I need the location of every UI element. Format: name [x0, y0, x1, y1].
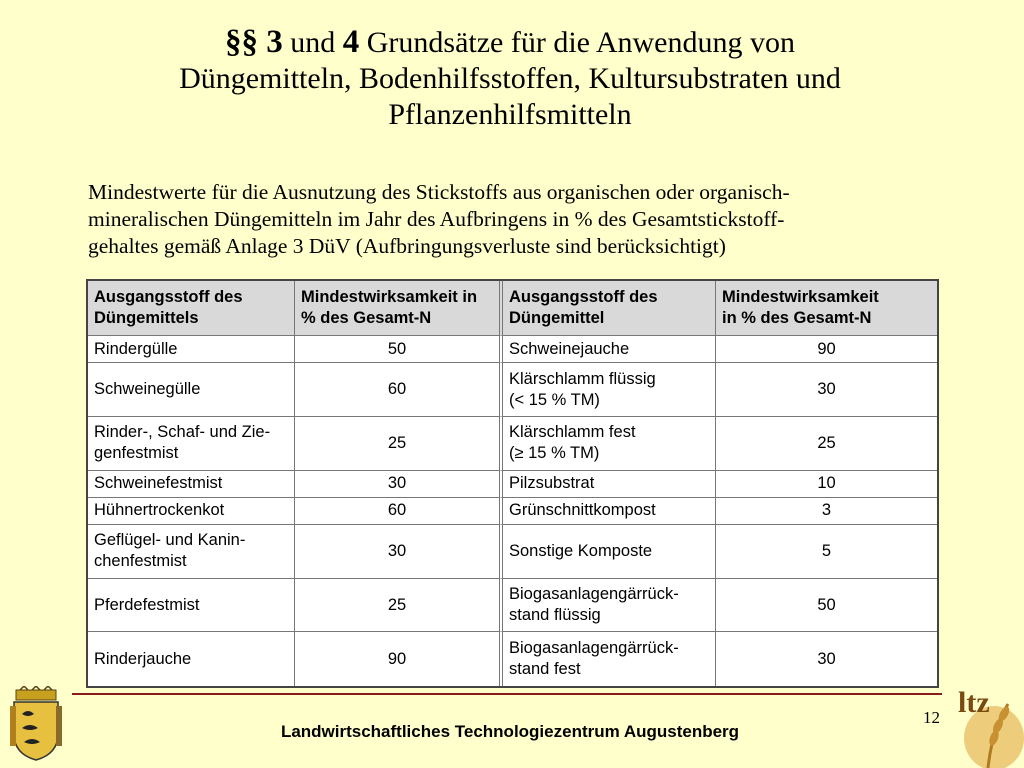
- left-material-cell: Rinderjauche: [88, 632, 295, 686]
- header-right-material: Ausgangsstoff des Düngemittel: [503, 281, 716, 336]
- table-row: [88, 632, 937, 686]
- table-row: [88, 498, 937, 525]
- left-material-cell: Hühnertrockenkot: [88, 498, 295, 525]
- left-material-cell: Rinder-, Schaf- und Zie- genfestmist: [88, 417, 295, 471]
- table-row: [88, 579, 937, 633]
- right-value-cell: 90: [716, 336, 937, 363]
- description-line3: gehaltes gemäß Anlage 3 DüV (Aufbringungsverluste sind berücksichtigt): [88, 234, 726, 258]
- page-number: 12: [923, 708, 940, 727]
- table-row: [88, 525, 937, 579]
- right-value-cell: 30: [817, 649, 836, 668]
- right-value-cell: 5: [716, 525, 937, 579]
- table-description: [88, 179, 948, 260]
- left-material-cell: Schweinegülle: [88, 363, 295, 417]
- ltz-logo-text: ltz: [958, 686, 990, 719]
- left-value-cell: 30: [295, 525, 503, 579]
- right-material-cell: Grünschnittkompost: [503, 498, 716, 525]
- title-und: und: [282, 26, 343, 59]
- right-material-cell: Schweinejauche: [503, 336, 716, 363]
- left-material-cell: Rindergülle: [88, 336, 295, 363]
- slide-title: [60, 24, 960, 133]
- right-material-cell: Klärschlamm flüssig (< 15 % TM): [503, 363, 716, 417]
- title-text-line1: Grundsätze für die Anwendung von: [359, 26, 795, 59]
- ltz-logo-icon: [948, 680, 1024, 768]
- title-section-4: 4: [342, 24, 360, 60]
- left-material-cell: Schweinefestmist: [88, 471, 295, 498]
- description-line2: mineralischen Düngemitteln im Jahr des Aufbringens in % des Gesamtstickstoff-: [88, 207, 785, 231]
- table-row: [88, 417, 937, 471]
- right-value-cell: 10: [716, 471, 937, 498]
- left-value-cell: 25: [295, 417, 503, 471]
- table-row: [88, 336, 937, 363]
- institution-name: Landwirtschaftliches Technologiezentrum Augustenberg: [280, 722, 740, 741]
- right-value-cell: 30: [716, 363, 937, 417]
- header-right-efficiency: Mindestwirksamkeit in % des Gesamt-N: [716, 281, 937, 336]
- description-line1: Mindestwerte für die Ausnutzung des Stickstoffs aus organischen oder organisch-: [88, 180, 790, 204]
- right-value-cell: 3: [716, 498, 937, 525]
- right-value-cell: 25: [716, 417, 937, 471]
- left-material-cell: Geflügel- und Kanin- chenfestmist: [88, 525, 295, 579]
- right-material-cell: Biogasanlagengärrück- stand fest: [503, 632, 716, 686]
- header-left-efficiency: Mindestwirksamkeit in % des Gesamt-N: [295, 281, 503, 336]
- right-material-cell: Sonstige Komposte: [503, 525, 716, 579]
- left-value-cell: 50: [295, 336, 503, 363]
- table-row: [88, 363, 937, 417]
- right-material-cell: Klärschlamm fest (≥ 15 % TM): [503, 417, 716, 471]
- left-value-cell: 60: [295, 498, 503, 525]
- nitrogen-table: [86, 279, 939, 688]
- footer-divider: [72, 693, 942, 695]
- table-header-row: [88, 281, 937, 336]
- header-left-material: Ausgangsstoff des Düngemittels: [88, 281, 295, 336]
- coat-of-arms-icon: [8, 686, 64, 762]
- right-value-cell: 50: [716, 579, 937, 633]
- left-value-cell: 25: [295, 579, 503, 633]
- right-material-cell: Pilzsubstrat: [503, 471, 716, 498]
- left-value-cell: 30: [295, 471, 503, 498]
- right-material-cell: Biogasanlagengärrück- stand flüssig: [503, 579, 716, 633]
- title-section-3: §§ 3: [225, 24, 283, 60]
- left-value-cell: 60: [295, 363, 503, 417]
- title-text-line3: Pflanzenhilfsmitteln: [388, 98, 632, 131]
- table-row: [88, 471, 937, 498]
- left-value-cell: 90: [295, 632, 503, 686]
- title-text-line2: Düngemitteln, Bodenhilfsstoffen, Kultursubstraten und: [179, 62, 841, 95]
- left-material-cell: Pferdefestmist: [88, 579, 295, 633]
